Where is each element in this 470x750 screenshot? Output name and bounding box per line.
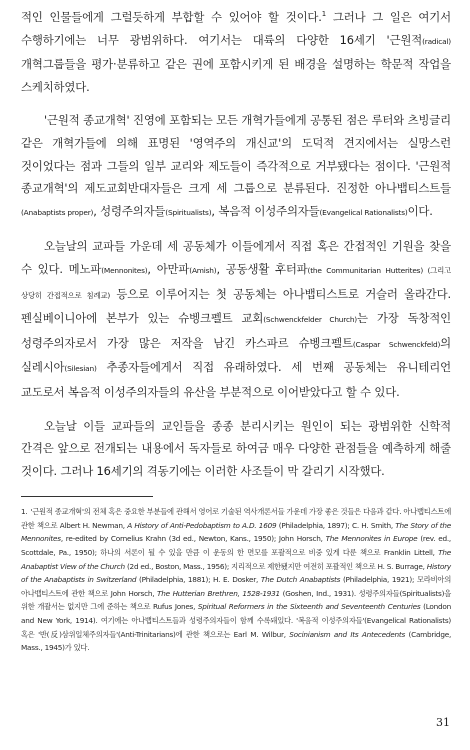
- page-body: [21, 6, 451, 655]
- page-number: 31: [436, 716, 450, 729]
- fn-title-8: Spiritual Reformers in the Sixteenth and Seventeenth Centuries: [197, 602, 421, 612]
- fn-title-4: The Anabaptist View of the Church: [21, 548, 451, 571]
- p2-term-spiritualists: (Spiritualists): [165, 207, 212, 217]
- p2-text-d: 이다.: [407, 203, 433, 218]
- p3-text-g: 추종자들에게서 직접 유래하였다. 세 번째 공동체는 유니테리언 교도로서 복음적 이성주의자들의 유산을 부분적으로 이어받았다고 할 수 있다.: [21, 360, 451, 399]
- p3-text-f: 의 실레시아: [21, 335, 451, 375]
- fn-text-a: '근원적 종교개혁'의 전체 혹은 중요한 부분들에 관해서 영어로 기술된 역사개론서들 가운데 가장 좋은 것들은 다음과 같다. 아나뱁티스트에 관한 책으로 Albert H. Newman,: [21, 507, 451, 530]
- footnote-divider: [21, 496, 153, 497]
- footnote-number: 1.: [21, 507, 28, 517]
- footnote-1: [21, 505, 451, 655]
- p3-text-c: , 공동생활 후터파: [216, 261, 308, 276]
- p3-term-caspar: (Caspar Schwenckfeld): [352, 339, 441, 349]
- p1-text-c: 개혁그룹들을 평가·분류하고 같은 권에 포함시키게 된 배경을 설명하는 학문적 작업을 스케치하였다.: [21, 57, 451, 94]
- p3-text-a: 오늘날의 교파들 가운데 세 공동체가 이들에게서 직접 혹은 간접적인 기원을 찾을 수 있다. 메노파: [21, 239, 451, 276]
- fn-title-9: Socinianism and Its Antecedents: [289, 629, 406, 639]
- p3-term-silesian: (Silesian): [64, 364, 97, 374]
- p3-term-hutterites: (the Communitarian Hutterites) (그리고 상당히 간접적으로 침례교): [21, 265, 451, 300]
- p3-text-e: 는 가장 독창적인 성령주의자로서 가장 많은 저작을 남긴 카스파르 슈벵크펠트: [21, 311, 451, 350]
- fn-title-3: The Mennonites in Europe: [325, 534, 418, 544]
- p2-text-c: , 복음적 이성주의자들: [211, 203, 320, 218]
- fn-title-5: History of the Anabaptists in Switzerland: [21, 561, 451, 585]
- fn-text-h: (Goshen, Ind., 1931). 성령주의자들(Spiritualists)을 위한 개괄서는 없지만 그에 준하는 책으로 Rufus Jones,: [21, 588, 451, 612]
- p1-text-a: 적인 인물들에게 그럴듯하게 부합할 수 있어야 할 것이다.: [21, 10, 322, 24]
- fn-text-f: (Philadelphia, 1881); H. E. Dosker,: [136, 575, 261, 585]
- p2-text-b: , 성령주의자들: [93, 203, 166, 218]
- p2-term-rationalists: (Evangelical Rationalists): [319, 207, 408, 217]
- p3-text-b: , 아만파: [147, 261, 190, 276]
- p3-term-mennonites: (Mennonites): [101, 265, 148, 275]
- fn-text-i: (London and New York, 1914). 여기에는 아나뱁티스트들과 성령주의자들이 함께 수록돼있다. '복음적 이성주의자들'(Evangelical Rationalists) 혹은 '반(反)삼위일체주의자들'(Anti-Trinitarians)에 관한 책으로는 Earl M. Wilbur,: [21, 602, 451, 639]
- fn-title-2: The Story of the Mennonites: [21, 520, 451, 544]
- paragraph-3: [21, 235, 451, 403]
- fn-text-d: (rev. ed., Scottdale, Pa., 1950); 하나의 서론이 될 수 있을 만큼 이 운동의 한 면모를 포괄적으로 비중 있게 다룬 책으로 Franklin Littell,: [21, 534, 451, 558]
- fn-title-1: A History of Anti-Pedobaptism to A.D. 1609: [127, 520, 277, 530]
- footnote-ref-1[interactable]: 1: [321, 10, 327, 18]
- fn-text-c: , re-edited by Cornelius Krahn (3d ed., Newton, Kans., 1950); John Horsch,: [60, 534, 326, 544]
- fn-text-b: (Philadelphia, 1897); C. H. Smith,: [276, 520, 396, 530]
- p4-text: 오늘날 이들 교파들의 교인들을 종종 분리시키는 원인이 되는 광범위한 신학적 간격은 앞으로 전개되는 내용에서 독자들로 하여금 매우 다양한 관점들을 예측하게 해줄 것이다. 그러나 16세기의 격동기에는 이러한 사조들이 막 갈리기 시작했다.: [21, 418, 451, 478]
- p1-text-b: 그러나 그 일은 여기서 수행하기에는 너무 광범위하다. 여기서는 대륙의 다양한 16세기 '근원적: [21, 10, 451, 47]
- p2-term-anabaptists: (Anabaptists proper): [21, 207, 94, 217]
- p1-term-radical: (radical): [422, 36, 451, 46]
- fn-title-7: The Hutterian Brethren, 1528-1931: [157, 588, 280, 598]
- paragraph-2: [21, 109, 451, 224]
- fn-text-e: (2d ed., Boston, Mass., 1956); 지리적으로 제한됐지만 여전히 포괄적인 책으로 H. S. Burrage,: [124, 561, 427, 571]
- paragraph-1: [21, 6, 451, 98]
- p3-term-amish: (Amish): [189, 265, 217, 275]
- fn-text-g: (Philadelphia, 1921); 모라비아의 아나뱁티스트에 관한 책으로 John Horsch,: [21, 575, 451, 598]
- p3-text-d: 등으로 이루어지는 첫 공동체는 아나뱁티스트로 거슬러 올라간다. 펜실베이니아에 본부가 있는 슈벵크펠트 교회: [21, 286, 451, 326]
- paragraph-4: [21, 415, 451, 483]
- p3-term-schwenckfelder-church: (Schwenckfelder Church): [263, 315, 357, 325]
- p2-text-a: '근원적 종교개혁' 진영에 포함되는 모든 개혁가들에게 공통된 점은 루터와 츠빙글리 같은 개혁가들에 의해 표명된 '영역주의 개신교'의 도덕적 견지에서는 실망스런 것이었다는 점과 그들의 일부 교리와 제도들이 즉각적으로 거부됐다는 점이다. '근원적 종교개혁'의 제도교회반대자들은 크게 세 그룹으로 분류된다. 진정한 아나뱁티스트들: [21, 113, 451, 196]
- fn-text-j: (Cambridge, Mass., 1945)가 있다.: [21, 629, 452, 653]
- fn-title-6: The Dutch Anabaptists: [260, 575, 341, 585]
